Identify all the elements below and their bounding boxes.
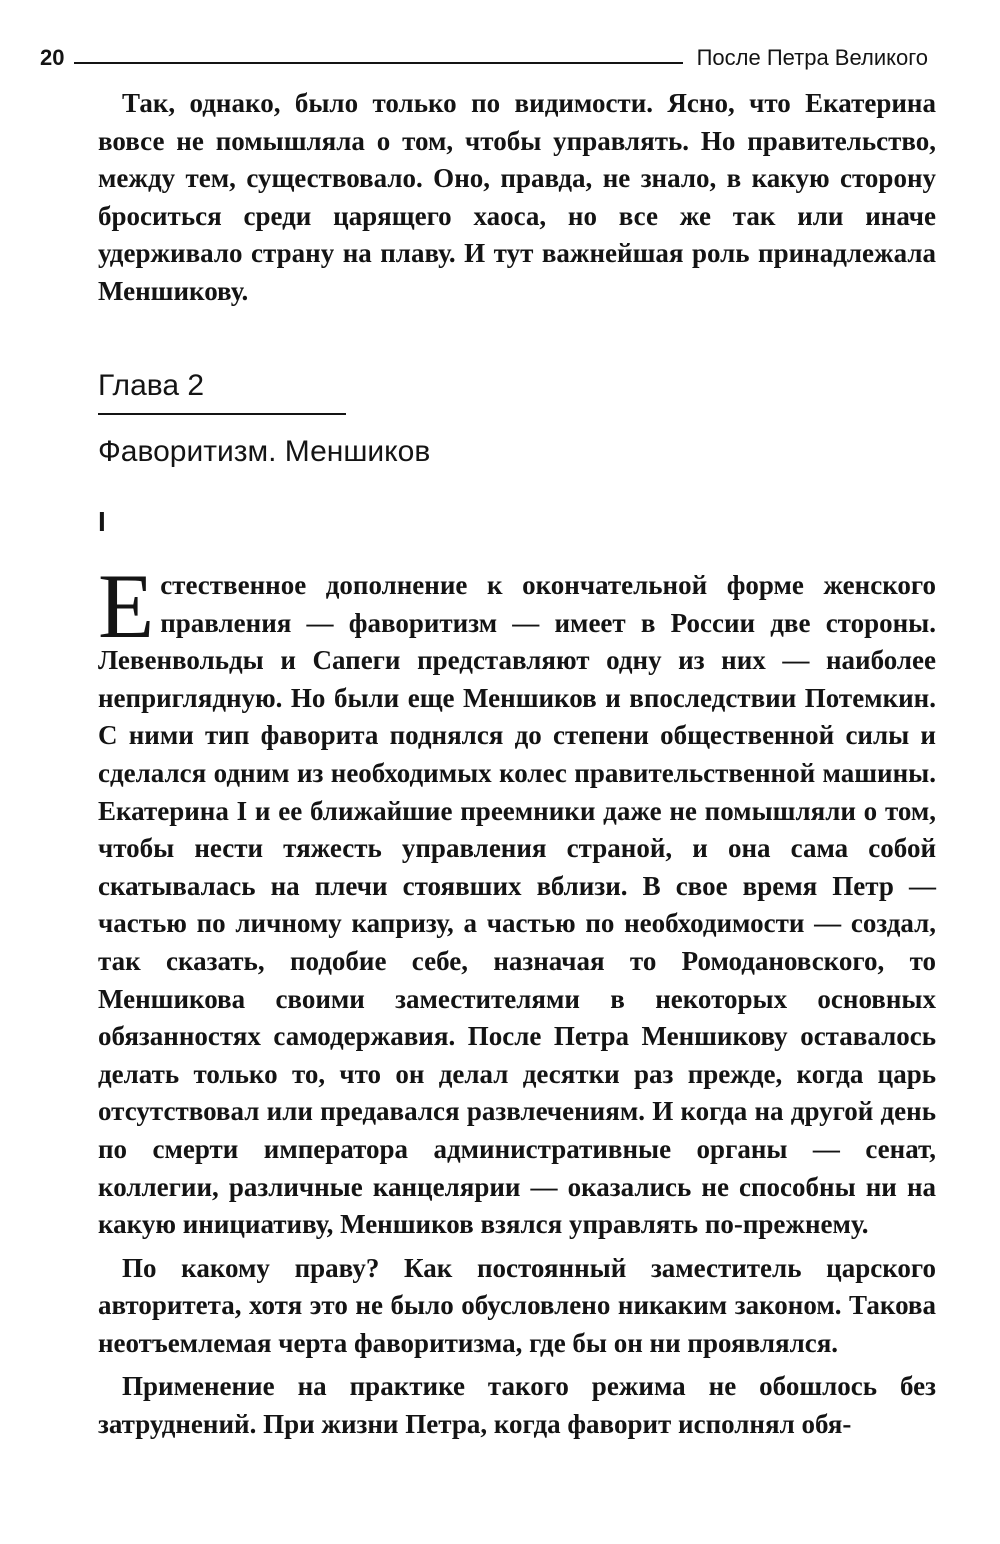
paragraph-1: [98, 555, 936, 1244]
running-title: После Петра Великого: [696, 45, 928, 70]
chapter-body: [98, 555, 936, 1444]
drop-cap: Е: [98, 555, 155, 657]
chapter-label: Глава 2: [98, 369, 205, 402]
chapter-title: Фаворитизм. Меншиков: [98, 435, 431, 468]
page-header: [40, 30, 928, 70]
paragraph-2: По какому праву? Как постоянный заместитель царского авторитета, хотя это не было обусловлено никаким законом. Такова неотъемлемая черта фаворитизма, где бы он ни проявлялся.: [98, 1252, 936, 1358]
page-number: 20: [40, 45, 65, 70]
section-number: I: [98, 506, 106, 537]
intro-paragraph: Так, однако, было только по видимости. Ясно, что Екатерина вовсе не помышляла о том, чтобы управлять. Но правительство, между тем, существовало. Оно, правда, не знало, в какую сторону броситься среди царящего хаоса, но все же так или иначе удерживало страну на плаву. И тут важнейшая роль принадлежала Меншикову.: [98, 88, 936, 306]
header-rule: [74, 62, 682, 64]
paragraph-3: Применение на практике такого режима не обошлось без затруднений. При жизни Петра, когда фаворит исполнял обя-: [98, 1371, 936, 1440]
chapter-rule: [98, 413, 346, 415]
paragraph-1-text: стественное дополнение к окончательной форме женского правления — фаворитизм — имеет в России две стороны. Левенвольды и Сапеги представляют одну из них — наиболее неприглядную. Но были еще Меншиков и впоследствии Потемкин. С ними тип фаворита поднялся до степени общественной силы и сделался одним из необходимых колес правительственной машины. Екатерина I и ее ближайшие преемники даже не помышляли о том, чтобы нести тяжесть управления страной, и она сама собой скатывалась на плечи стоявших вблизи. В свое время Петр — частью по личному капризу, а частью по необходимости — создал, так сказать, подобие себе, назначая то Ромодановского, то Меншикова своими заместителями в некоторых основных обязанностях самодержавия. После Петра Меншикову оставалось делать только то, что он делал десятки раз прежде, когда царь отсутствовал или предавался развлечениям. И когда на другой день по смерти императора административные органы — сенат, коллегии, различные канцелярии — оказались не способны ни на какую инициативу, Меншиков взялся управлять по-прежнему.: [98, 570, 936, 1240]
